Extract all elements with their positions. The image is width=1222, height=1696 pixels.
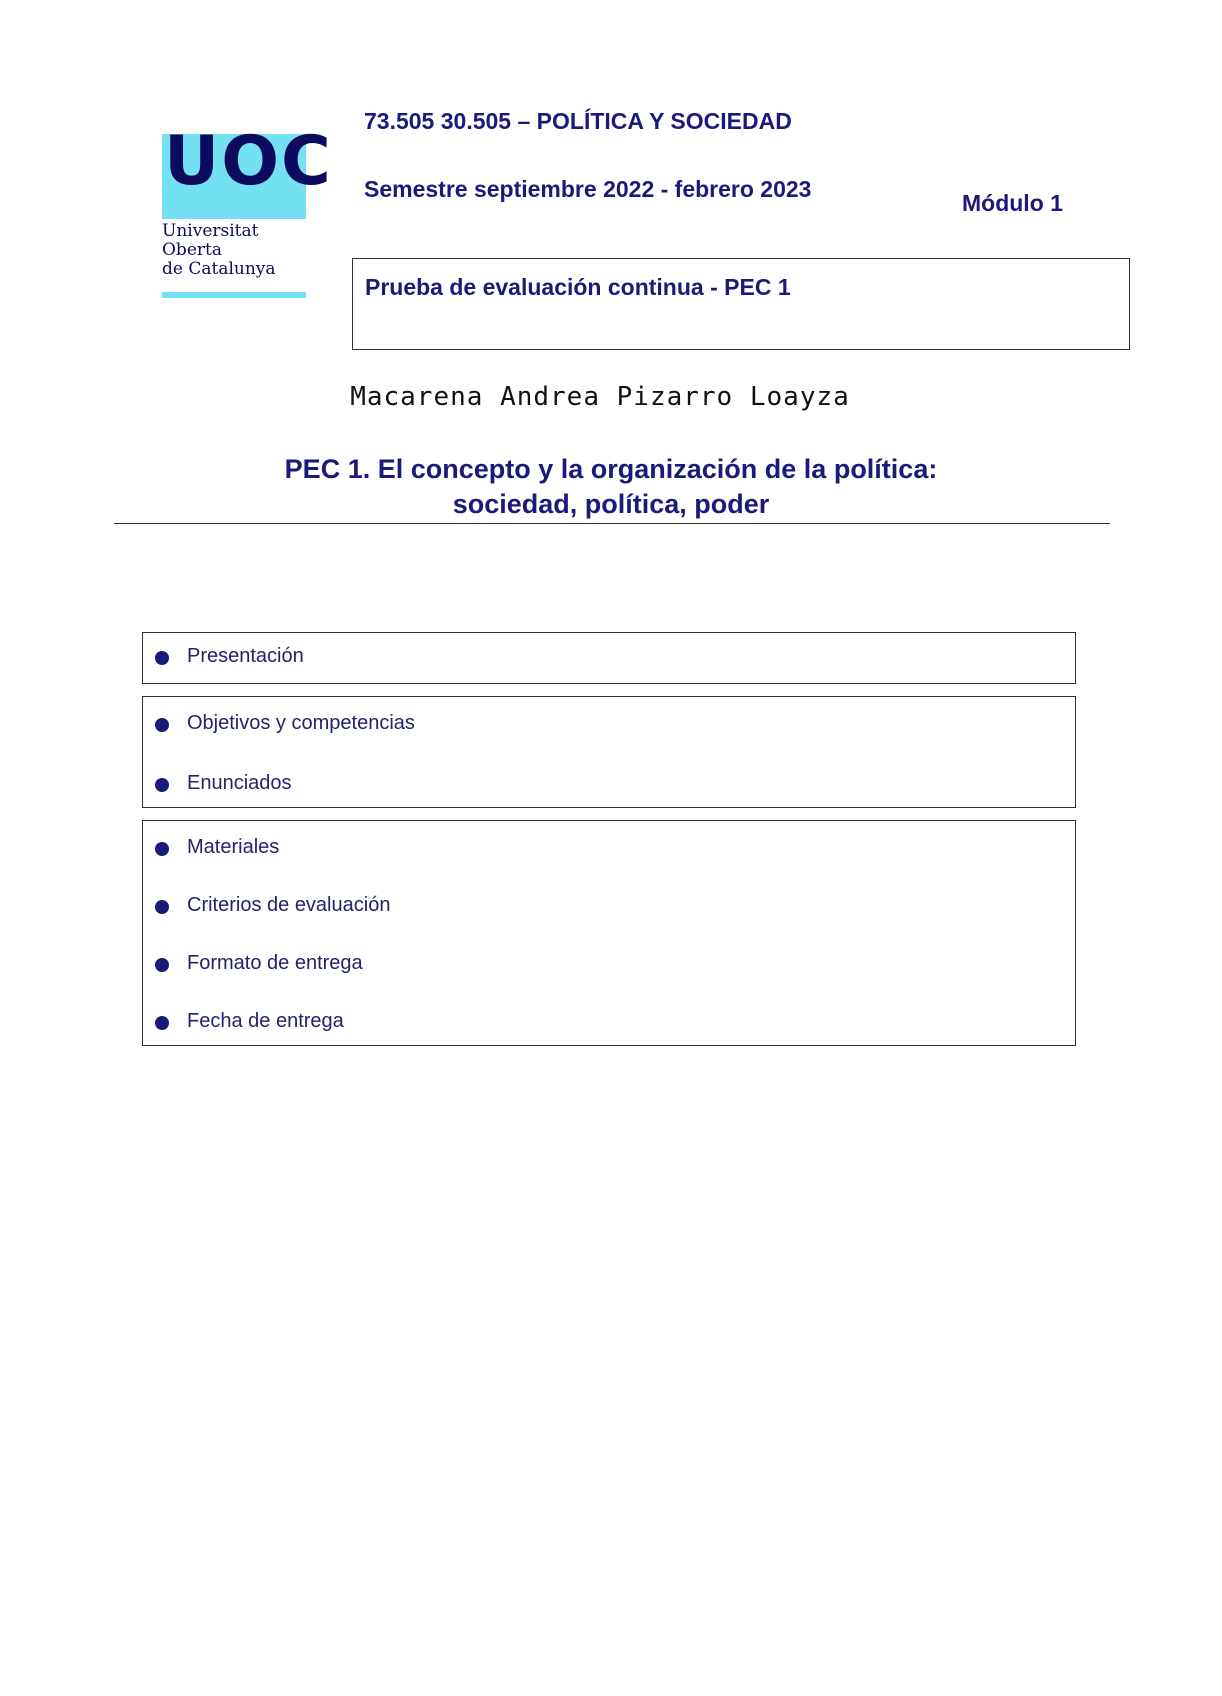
index-item[interactable]: Materiales [187, 836, 280, 858]
semester: Semestre septiembre 2022 - febrero 2023 [364, 176, 812, 202]
index-box-materiales [142, 820, 1076, 1046]
index-box-presentacion [142, 632, 1076, 684]
title-rule [114, 523, 1110, 524]
course-title: 73.505 30.505 – POLÍTICA Y SOCIEDAD [364, 108, 792, 134]
logo-mark-box [162, 122, 333, 219]
logo-line-3: de Catalunya [162, 259, 276, 279]
logo-underline [162, 292, 306, 298]
document-title [0, 452, 1222, 522]
pec-label: Prueba de evaluación continua - PEC 1 [365, 274, 791, 300]
uoc-logo [162, 122, 333, 299]
title-line-2: sociedad, política, poder [452, 489, 770, 519]
index-item[interactable]: Fecha de entrega [187, 1010, 344, 1032]
title-line-1: PEC 1. El concepto y la organización de la política: [284, 454, 938, 484]
author-name: Macarena Andrea Pizarro Loayza [350, 382, 850, 412]
logo-line-2: Oberta [162, 240, 222, 260]
index-box-objetivos-enunciados [142, 696, 1076, 808]
index-item[interactable]: Objetivos y competencias [187, 712, 415, 734]
index-item[interactable]: Criterios de evaluación [187, 894, 391, 916]
index-item[interactable]: Formato de entrega [187, 952, 363, 974]
logo-mark: UOC [164, 122, 333, 201]
index-item[interactable]: Enunciados [187, 772, 292, 794]
pec-box [352, 258, 1130, 350]
logo-line-1: Universitat [162, 221, 259, 241]
logo-wordmark [162, 222, 276, 279]
index-item[interactable]: Presentación [187, 645, 304, 667]
module-label: Módulo 1 [962, 190, 1063, 216]
